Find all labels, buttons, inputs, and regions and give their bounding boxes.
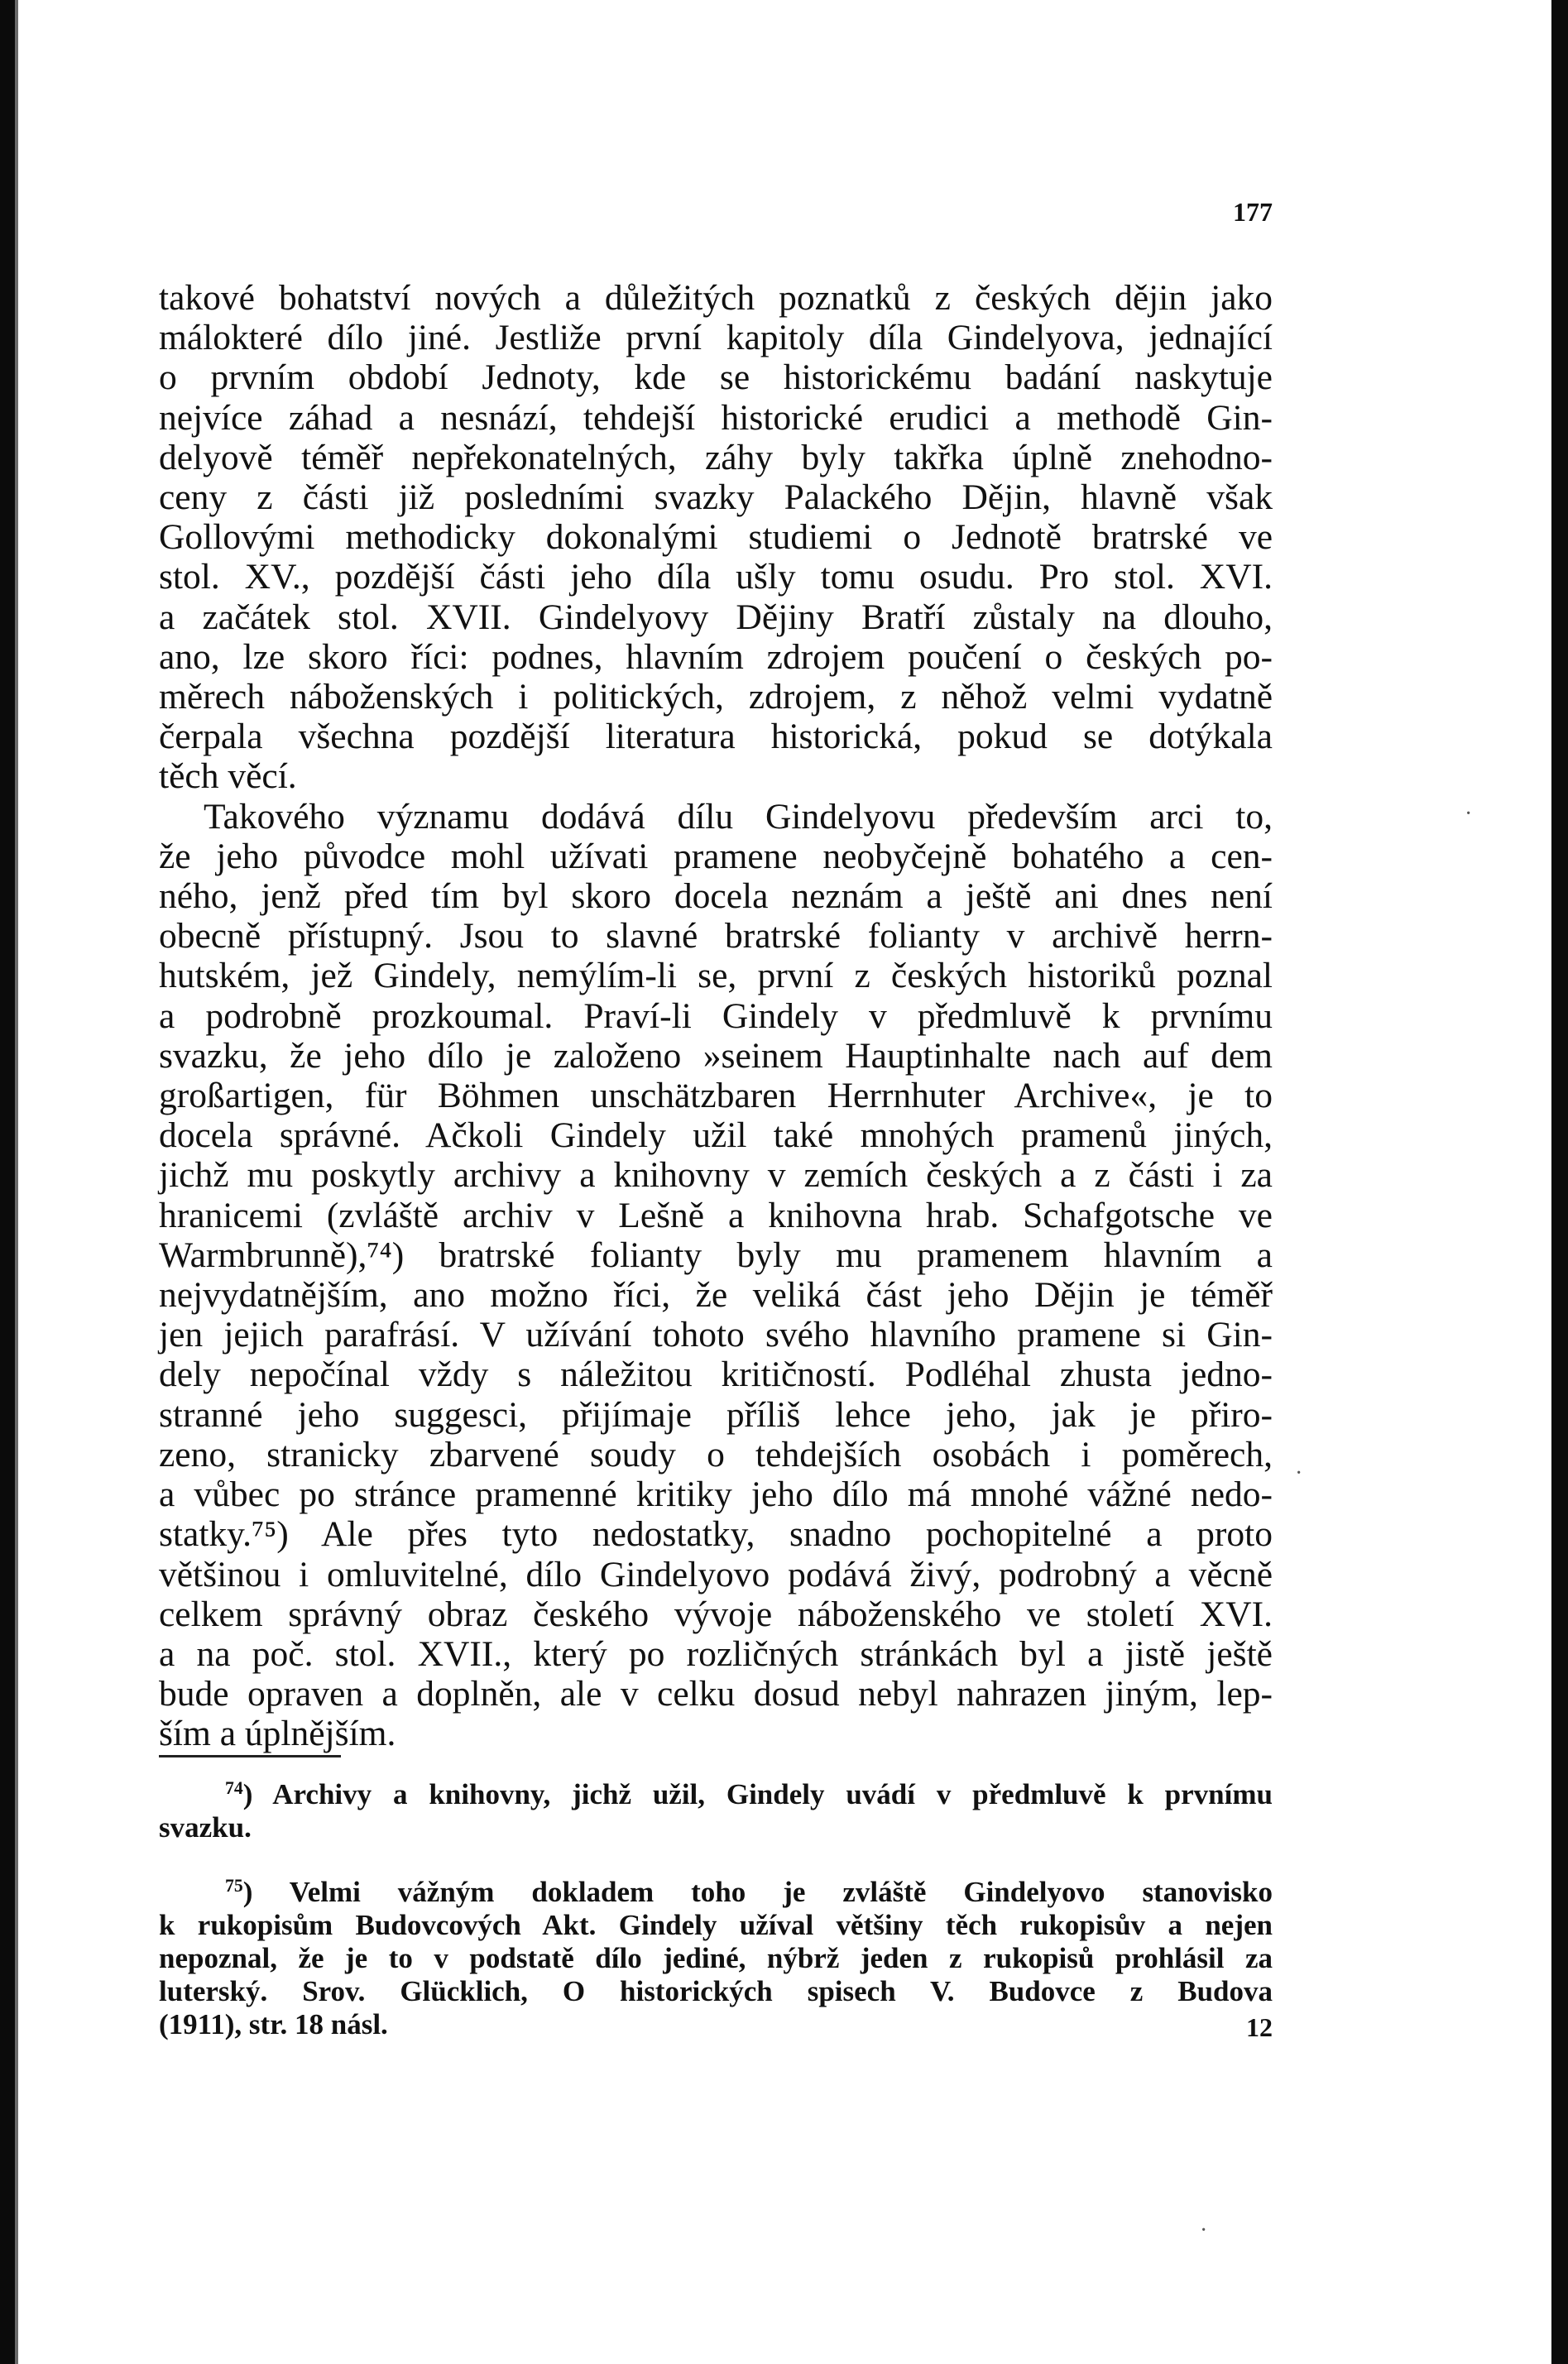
body-line: dely nepočínal vždy s náležitou kritičností. Podléhal zhusta jedno- — [159, 1355, 1273, 1395]
footnote-74 — [159, 1772, 1273, 1811]
body-line: großartigen, für Böhmen unschätzbaren Herrnhuter Archive«, je to — [159, 1076, 1273, 1116]
page-number: 177 — [1233, 197, 1273, 227]
body-line: ceny z části již posledními svazky Palackého Dějin, hlavně však — [159, 477, 1273, 518]
footnote-line: ) Archivy a knihovny, jichž užil, Gindely uvádí v předmluvě k prvnímu — [242, 1777, 1273, 1810]
footnote-line: ) Velmi vážným dokladem toho je zvláště Gindelyovo stanovisko — [242, 1875, 1273, 1908]
footnote-line: (1911), str. 18 násl. — [159, 2007, 388, 2040]
footnote-line: luterský. Srov. Glücklich, O historických spisech V. Budovce z Budova — [159, 1974, 1273, 2007]
body-line: Gollovými methodicky dokonalými studiemi o Jednotě bratrské ve — [159, 517, 1273, 558]
body-line: a vůbec po stránce pramenné kritiky jeho dílo má mnohé vážné nedo- — [159, 1475, 1273, 1515]
body-line: a začátek stol. XVII. Gindelyovy Dějiny Bratří zůstaly na dlouho, — [159, 597, 1273, 637]
body-line: Takového významu dodává dílu Gindelyovu především arci to, — [204, 796, 1273, 837]
footnotes — [159, 1772, 1273, 2041]
body-line: těch věcí. — [159, 756, 297, 797]
body-line: takové bohatství nových a důležitých poznatků z českých dějin jako — [159, 278, 1273, 318]
footnote-mark: 74 — [225, 1778, 243, 1798]
body-line: Warmbrunně),⁷⁴) bratrské folianty byly mu pramenem hlavním a — [159, 1235, 1273, 1275]
scan-speck: · — [1200, 2218, 1208, 2243]
body-line: o prvním období Jednoty, kde se historickému badání naskytuje — [159, 357, 1273, 398]
footnote-line: svazku. — [159, 1810, 252, 1844]
body-line: a podrobně prozkoumal. Praví-li Gindely v předmluvě k prvnímu — [159, 995, 1273, 1036]
footnote-line: nepoznal, že je to v podstatě dílo jediné, nýbrž jeden z rukopisů prohlásil za — [159, 1941, 1273, 1974]
body-line: zeno, stranicky zbarvené soudy o tehdejších osobách i poměrech, — [159, 1434, 1273, 1475]
body-line: většinou i omluvitelné, dílo Gindelyovo podává živý, podrobný a věcně — [159, 1554, 1273, 1594]
body-line: statky.⁷⁵) Ale přes tyto nedostatky, snadno pochopitelné a proto — [159, 1514, 1273, 1555]
body-line: že jeho původce mohl užívati pramene neobyčejně bohatého a cen- — [159, 836, 1273, 876]
scan-right-border — [1551, 0, 1568, 2364]
scan-left-border-shade — [15, 0, 18, 2364]
body-line: hranicemi (zvláště archiv v Lešně a knihovna hrab. Schafgotsche ve — [159, 1195, 1273, 1235]
body-line: bude opraven a doplněn, ale v celku dosud nebyl nahrazen jiným, lep- — [159, 1674, 1273, 1714]
footnote-divider — [159, 1755, 341, 1757]
body-line: a na poč. stol. XVII., který po rozličných stránkách byl a jistě ještě — [159, 1633, 1273, 1674]
footnote-75 — [159, 1869, 1273, 1909]
body-line: nejvydatnějším, ano možno říci, že veliká část jeho Dějin je téměř — [159, 1275, 1273, 1316]
body-text — [159, 278, 1273, 1754]
body-line: stranné jeho suggesci, přijímaje příliš lehce jeho, jak je přiro- — [159, 1394, 1273, 1435]
signature-mark: 12 — [1246, 2012, 1273, 2042]
body-line: nejvíce záhad a nesnází, tehdejší historické erudici a methodě Gin- — [159, 397, 1273, 438]
scan-speck: · — [1465, 801, 1473, 827]
body-line: stol. XV., pozdější části jeho díla ušly tomu osudu. Pro stol. XVI. — [159, 557, 1273, 597]
footnote-mark: 75 — [225, 1875, 243, 1896]
body-line: celkem správný obraz českého vývoje náboženského ve století XVI. — [159, 1594, 1273, 1634]
scan-speck: · — [1295, 1460, 1303, 1486]
body-line: docela správné. Ačkoli Gindely užil také mnohých pramenů jiných, — [159, 1115, 1273, 1156]
body-line: obecně přístupný. Jsou to slavné bratrské folianty v archivě herrn- — [159, 916, 1273, 957]
body-line: ného, jenž před tím byl skoro docela neznám a ještě ani dnes není — [159, 876, 1273, 917]
body-line: ším a úplnějším. — [159, 1714, 396, 1754]
body-line: čerpala všechna pozdější literatura historická, pokud se dotýkala — [159, 717, 1273, 757]
body-line: jen jejich parafrásí. V užívání tohoto svého hlavního pramene si Gin- — [159, 1315, 1273, 1355]
body-line: měrech náboženských i politických, zdrojem, z něhož velmi vydatně — [159, 677, 1273, 717]
body-line: jichž mu poskytly archivy a knihovny v zemích českých a z části i za — [159, 1155, 1273, 1196]
body-line: svazku, že jeho dílo je založeno »seinem Hauptinhalte nach auf dem — [159, 1035, 1273, 1076]
scan-left-border — [0, 0, 15, 2364]
body-line: hutském, jež Gindely, nemýlím-li se, první z českých historiků poznal — [159, 956, 1273, 996]
body-line: delyově téměř nepřekonatelných, záhy byly takřka úplně znehodno- — [159, 437, 1273, 477]
body-line: ano, lze skoro říci: podnes, hlavním zdrojem poučení o českých po- — [159, 636, 1273, 677]
body-line: málokteré dílo jiné. Jestliže první kapitoly díla Gindelyova, jednající — [159, 318, 1273, 358]
footnote-line: k rukopisům Budovcových Akt. Gindely užíval většiny těch rukopisův a nejen — [159, 1908, 1273, 1941]
